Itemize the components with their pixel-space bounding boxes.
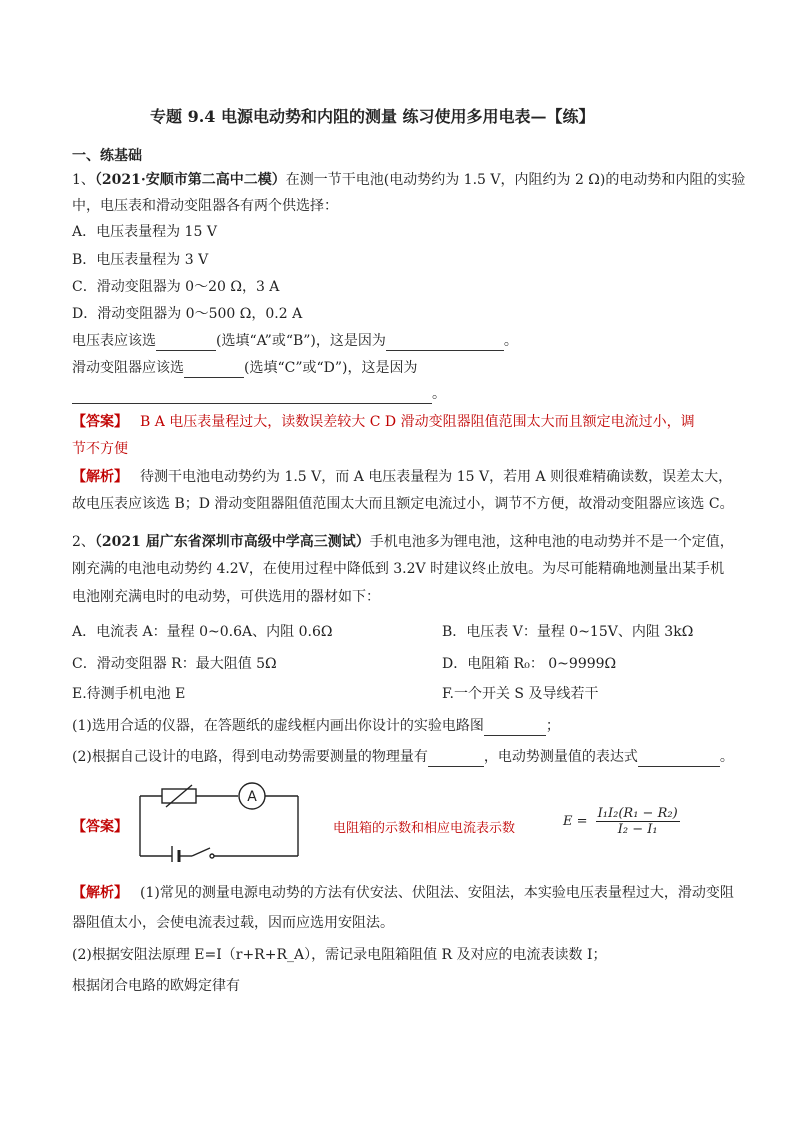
answer-blank[interactable] <box>386 336 504 351</box>
section-heading: 一、练基础 <box>72 148 142 164</box>
q1-fill2-mid: (选填“C”或“D”)，这是因为 <box>244 360 418 376</box>
q2-analysis-text: (1)常见的测量电源电动势的方法有伏安法、伏阻法、安阻法，本实验电压表量程过大，滑动变阻 <box>140 885 734 901</box>
answer-blank[interactable] <box>484 721 546 736</box>
q2-analysis-line2: 器阻值太小，会使电流表过载，因而应选用安阻法。 <box>72 915 394 931</box>
q1-fill2-line2 <box>72 384 446 404</box>
formula-lhs: E = <box>563 814 588 829</box>
q1-source: （2021·安顺市第二高中二模） <box>94 172 286 188</box>
q1-analysis-line1 <box>72 467 732 487</box>
q2-stem-text: 手机电池多为锂电池，这种电池的电动势并不是一个定值， <box>369 534 734 550</box>
q1-option-c: C．滑动变阻器为 0～20 Ω，3 A <box>72 279 280 295</box>
q1-fill1-end: 。 <box>503 333 518 349</box>
q1-fill1-mid: (选填“A”或“B”)，这是因为 <box>216 333 386 349</box>
q2-source: （2021 届广东省深圳市高级中学高三测试） <box>94 534 370 550</box>
q2-option-f: F.一个开关 S 及导线若干 <box>442 686 599 702</box>
q2-option-row1 <box>72 622 694 642</box>
answer-tag: 【答案】 <box>72 414 128 430</box>
answer-blank[interactable] <box>156 336 216 351</box>
q2-option-row3 <box>72 684 599 704</box>
q1-number: 1、 <box>72 172 95 188</box>
q2-analysis-line1 <box>72 883 734 903</box>
q2-analysis-line4: 根据闭合电路的欧姆定律有 <box>72 978 240 994</box>
q1-fill2 <box>72 358 418 378</box>
answer-blank[interactable] <box>72 389 432 404</box>
answer-blank[interactable] <box>184 363 244 378</box>
analysis-tag: 【解析】 <box>72 885 128 901</box>
q2-option-c: C．滑动变阻器 R：最大阻值 5Ω <box>72 656 277 672</box>
q1-option-d: D．滑动变阻器为 0～500 Ω，0.2 A <box>72 306 303 322</box>
q2-option-b: B．电压表 V：量程 0~15V、内阻 3kΩ <box>442 624 694 640</box>
formula-numerator: I₁I₂(R₁ − R₂) <box>597 806 678 821</box>
q2-sub1 <box>72 716 560 736</box>
q1-answer-line2: 节不方便 <box>72 441 128 457</box>
circuit-diagram <box>132 780 304 862</box>
answer-blank[interactable] <box>638 752 720 767</box>
ammeter-label: A <box>247 789 257 805</box>
q2-option-a: A．电流表 A：量程 0~0.6A、内阻 0.6Ω <box>72 624 333 640</box>
q1-option-b: B．电压表量程为 3 V <box>72 252 209 268</box>
q1-fill1 <box>72 331 518 351</box>
analysis-tag: 【解析】 <box>72 469 128 485</box>
variable-arrow <box>166 785 192 807</box>
q1-stem-text: 在测一节干电池(电动势约为 1.5 V，内阻约为 2 Ω)的电动势和内阻的实验 <box>285 172 746 188</box>
emf-formula <box>563 806 680 837</box>
q2-sub2 <box>72 747 734 767</box>
q1-option-a: A．电压表量程为 15 V <box>72 224 217 240</box>
q2-sub1-end: ； <box>545 718 560 734</box>
q1-fill2-end: 。 <box>432 386 446 402</box>
q2-option-e: E.待测手机电池 E <box>72 686 186 702</box>
page-title: 专题 9.4 电源电动势和内阻的测量 练习使用多用电表—【练】 <box>150 107 595 126</box>
q2-stem-line3: 电池刚充满电时的电动势，可供选用的器材如下： <box>72 589 380 605</box>
switch-lever <box>192 848 210 856</box>
q1-fill1-prefix: 电压表应该选 <box>72 333 156 349</box>
formula-denominator: I₂ − I₁ <box>617 822 658 837</box>
switch-contact <box>210 854 214 858</box>
q1-analysis-line2: 故电压表应该选 B；D 滑动变阻器阻值范围太大而且额定电流过小，调节不方便，故滑动变阻器应该选 C。 <box>72 496 734 512</box>
formula-fraction <box>596 806 680 837</box>
q2-analysis-line3: (2)根据安阻法原理 E=I（r+R+R_A），需记录电阻箱阻值 R 及对应的电流表读数 I； <box>72 947 607 963</box>
answer-blank[interactable] <box>428 752 484 767</box>
q2-sub2-prefix: (2)根据自己设计的电路，得到电动势需要测量的物理量有 <box>72 749 428 765</box>
q1-answer-line1 <box>72 412 695 432</box>
q2-sub2-end: 。 <box>719 749 734 765</box>
q2-sub2-mid: ，电动势测量值的表达式 <box>483 749 638 765</box>
q2-stem-line1 <box>72 532 734 552</box>
q2-number: 2、 <box>72 534 95 550</box>
q1-answer-text: B A 电压表量程过大，读数误差较大 C D 滑动变阻器阻值范围太大而且额定电流过小，调 <box>140 414 695 430</box>
q2-option-row2 <box>72 654 617 674</box>
q1-stem-line2: 中，电压表和滑动变阻器各有两个供选择： <box>72 198 338 214</box>
q1-stem-line1 <box>72 170 745 190</box>
q2-option-d: D．电阻箱 R₀： 0~9999Ω <box>442 656 617 672</box>
q2-answer-tag: 【答案】 <box>72 819 128 835</box>
q1-analysis-text: 待测干电池电动势约为 1.5 V，而 A 电压表量程为 15 V，若用 A 则很难精确读数，误差太大， <box>140 469 733 485</box>
q2-answer-text: 电阻箱的示数和相应电流表示数 <box>333 821 516 836</box>
q2-stem-line2: 刚充满的电池电动势约 4.2V，在使用过程中降低到 3.2V 时建议终止放电。为尽可能精确地测量出某手机 <box>72 561 725 577</box>
q2-sub1-text: (1)选用合适的仪器，在答题纸的虚线框内画出你设计的实验电路图 <box>72 718 484 734</box>
q1-fill2-prefix: 滑动变阻器应该选 <box>72 360 184 376</box>
